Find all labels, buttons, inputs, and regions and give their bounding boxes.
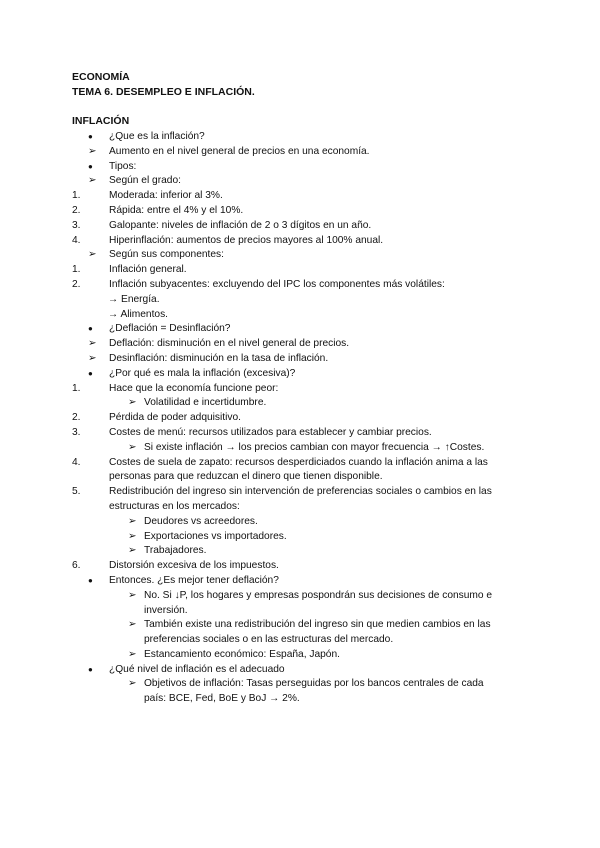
sub-item: → Alimentos. xyxy=(108,308,169,320)
list-item: ● ¿Deflación = Desinflación? xyxy=(72,322,532,337)
numbered-item: 2. Inflación subyacentes: excluyendo del IPC los componentes más volátiles: xyxy=(72,278,532,293)
list-item: ● Tipos: xyxy=(72,160,532,175)
item-number: 3. xyxy=(72,219,81,231)
list-item: ● ¿Que es la inflación? xyxy=(72,130,532,145)
numbered-item: 1. Moderada: inferior al 3%. xyxy=(72,189,532,204)
continuation-line: personas para que reduzcan el dinero que tienen disponible. xyxy=(109,471,383,483)
continuation-line: estructuras en los mercados: xyxy=(109,500,240,512)
continuation-line: inversión. xyxy=(144,604,188,616)
numbered-item: 3. Galopante: niveles de inflación de 2 o 3 dígitos en un año. xyxy=(72,219,532,234)
item-number: 2. xyxy=(72,278,81,290)
bullet-icon: ● xyxy=(88,575,93,585)
item-number: 2. xyxy=(72,204,81,216)
item-number: 4. xyxy=(72,456,81,468)
list-item: ➢ Según el grado: xyxy=(72,174,532,189)
list-item: ➢ Desinflación: disminución en la tasa de inflación. xyxy=(72,352,532,367)
list-item: ➢ Deflación: disminución en el nivel general de precios. xyxy=(72,337,532,352)
bullet-icon: ● xyxy=(88,324,93,334)
nested-item: ➢ Exportaciones vs importadores. xyxy=(72,530,532,545)
numbered-item: 6. Distorsión excesiva de los impuestos. xyxy=(72,559,532,574)
arrow-bullet-icon: ➢ xyxy=(128,397,137,409)
item-number: 2. xyxy=(72,412,81,424)
arrow-bullet-icon: ➢ xyxy=(128,678,137,690)
item-number: 1. xyxy=(72,264,81,276)
numbered-item: 2. Rápida: entre el 4% y el 10%. xyxy=(72,204,532,219)
subject-title: ECONOMÍA xyxy=(72,71,130,83)
arrow-bullet-icon: ➢ xyxy=(128,515,137,527)
arrow-bullet-icon: ➢ xyxy=(88,249,97,261)
arrow-bullet-icon: ➢ xyxy=(128,589,137,601)
nested-item: ➢ Objetivos de inflación: Tasas perseguidas por los bancos centrales de cada xyxy=(72,677,532,692)
item-number: 4. xyxy=(72,234,81,246)
section-title: INFLACIÓN xyxy=(72,115,130,127)
numbered-item: 3. Costes de menú: recursos utilizados para establecer y cambiar precios. xyxy=(72,426,532,441)
arrow-bullet-icon: ➢ xyxy=(88,145,97,157)
bullet-icon: ● xyxy=(88,368,93,378)
arrow-bullet-icon: ➢ xyxy=(128,545,137,557)
arrow-bullet-icon: ➢ xyxy=(128,619,137,631)
item-number: 3. xyxy=(72,426,81,438)
nested-item: ➢ Estancamiento económico: España, Japón. xyxy=(72,648,532,663)
bullet-icon: ● xyxy=(88,132,93,141)
topic-title: TEMA 6. DESEMPLEO E INFLACIÓN. xyxy=(72,86,255,98)
list-item: ● ¿Por qué es mala la inflación (excesiva)? xyxy=(72,367,532,382)
item-number: 1. xyxy=(72,190,81,202)
numbered-item: 1. Hace que la economía funcione peor: xyxy=(72,382,532,397)
item-number: 1. xyxy=(72,382,81,394)
bullet-icon: ● xyxy=(88,161,93,171)
nested-item: ➢ Deudores vs acreedores. xyxy=(72,515,532,530)
item-number: 6. xyxy=(72,560,81,572)
sub-item: → Energía. xyxy=(108,293,160,305)
numbered-item: 1. Inflación general. xyxy=(72,263,532,278)
list-item: ● ¿Qué nivel de inflación es el adecuado xyxy=(72,663,532,678)
nested-item: ➢ También existe una redistribución del ingreso sin que medien cambios en las xyxy=(72,618,532,633)
continuation-line: preferencias sociales o en las estructuras del mercado. xyxy=(144,634,394,646)
numbered-item: 5. Redistribución del ingreso sin intervención de preferencias sociales o cambios en las xyxy=(72,485,532,500)
document-header xyxy=(72,70,255,100)
arrow-bullet-icon: ➢ xyxy=(128,648,137,660)
nested-item: ➢ Volatilidad e incertidumbre. xyxy=(72,396,532,411)
numbered-item: 4. Costes de suela de zapato: recursos desperdiciados cuando la inflación anima a las xyxy=(72,456,532,471)
item-number: 5. xyxy=(72,486,81,498)
numbered-item: 4. Hiperinflación: aumentos de precios mayores al 100% anual. xyxy=(72,234,532,249)
bullet-icon: ● xyxy=(88,664,93,674)
arrow-bullet-icon: ➢ xyxy=(88,175,97,187)
numbered-item: 2. Pérdida de poder adquisitivo. xyxy=(72,411,532,426)
list-item: ● Entonces. ¿Es mejor tener deflación? xyxy=(72,574,532,589)
arrow-bullet-icon: ➢ xyxy=(88,338,97,350)
continuation-line: país: BCE, Fed, BoE y BoJ → 2%. xyxy=(144,693,300,705)
nested-item: ➢ No. Si ↓P, los hogares y empresas pospondrán sus decisiones de consumo e xyxy=(72,589,532,604)
arrow-bullet-icon: ➢ xyxy=(128,441,137,453)
arrow-bullet-icon: ➢ xyxy=(128,530,137,542)
list-item: ➢ Aumento en el nivel general de precios en una economía. xyxy=(72,145,532,160)
arrow-bullet-icon: ➢ xyxy=(88,352,97,364)
list-item: ➢ Según sus componentes: xyxy=(72,248,532,263)
nested-item: ➢ Trabajadores. xyxy=(72,544,532,559)
nested-item: ➢ Si existe inflación → los precios cambian con mayor frecuencia → ↑Costes. xyxy=(72,441,532,456)
notes-body xyxy=(72,130,532,707)
